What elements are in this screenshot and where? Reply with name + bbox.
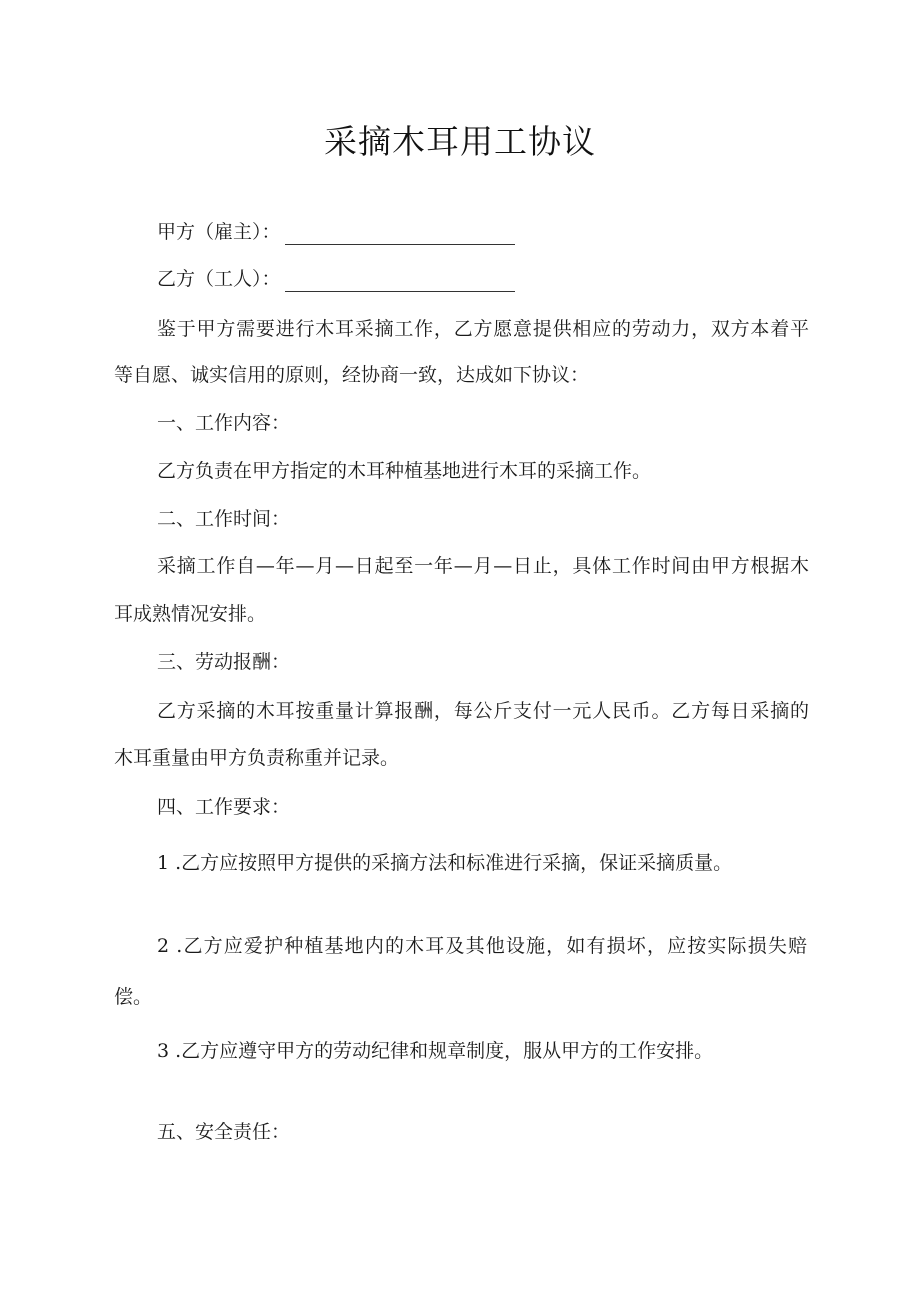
section-3-line-1: 乙方采摘的木耳按重量计算报酬，每公斤支付一元人民币。乙方每日采摘的 — [157, 700, 809, 722]
document-title: 采摘木耳用工协议 — [324, 122, 596, 161]
section-4-item-2-line-2: 偿。 — [114, 986, 153, 1008]
section-1-heading: 一、工作内容： — [157, 412, 291, 434]
section-3-heading: 三、劳动报酬： — [157, 651, 291, 673]
intro-line-2: 等自愿、诚实信用的原则，经协商一致，达成如下协议： — [114, 364, 590, 386]
intro-line-1: 鉴于甲方需要进行木耳采摘工作，乙方愿意提供相应的劳动力，双方本着平 — [157, 318, 809, 340]
section-4-item-3: 3 .乙方应遵守甲方的劳动纪律和规章制度，服从甲方的工作安排。 — [157, 1040, 714, 1062]
section-3-line-2: 木耳重量由甲方负责称重并记录。 — [114, 747, 400, 769]
section-5-heading: 五、安全责任： — [157, 1121, 291, 1143]
section-4-item-2-line-1: 2 .乙方应爱护种植基地内的木耳及其他设施，如有损坏，应按实际损失赔 — [157, 935, 807, 957]
section-4-item-1: 1 .乙方应按照甲方提供的采摘方法和标准进行采摘，保证采摘质量。 — [157, 852, 733, 874]
section-1-text: 乙方负责在甲方指定的木耳种植基地进行木耳的采摘工作。 — [157, 460, 652, 482]
section-2-line-2: 耳成熟情况安排。 — [114, 603, 267, 625]
party-b-line — [157, 266, 515, 292]
party-a-blank — [285, 226, 515, 245]
section-2-line-1: 采摘工作自—年—月—日起至一年—月—日止，具体工作时间由甲方根据木 — [157, 555, 809, 577]
party-b-label: 乙方（工人）： — [157, 268, 281, 290]
party-a-label: 甲方（雇主）： — [157, 221, 281, 243]
party-b-blank — [285, 273, 515, 292]
section-2-heading: 二、工作时间： — [157, 508, 291, 530]
party-a-line — [157, 219, 515, 245]
section-4-heading: 四、工作要求： — [157, 796, 291, 818]
